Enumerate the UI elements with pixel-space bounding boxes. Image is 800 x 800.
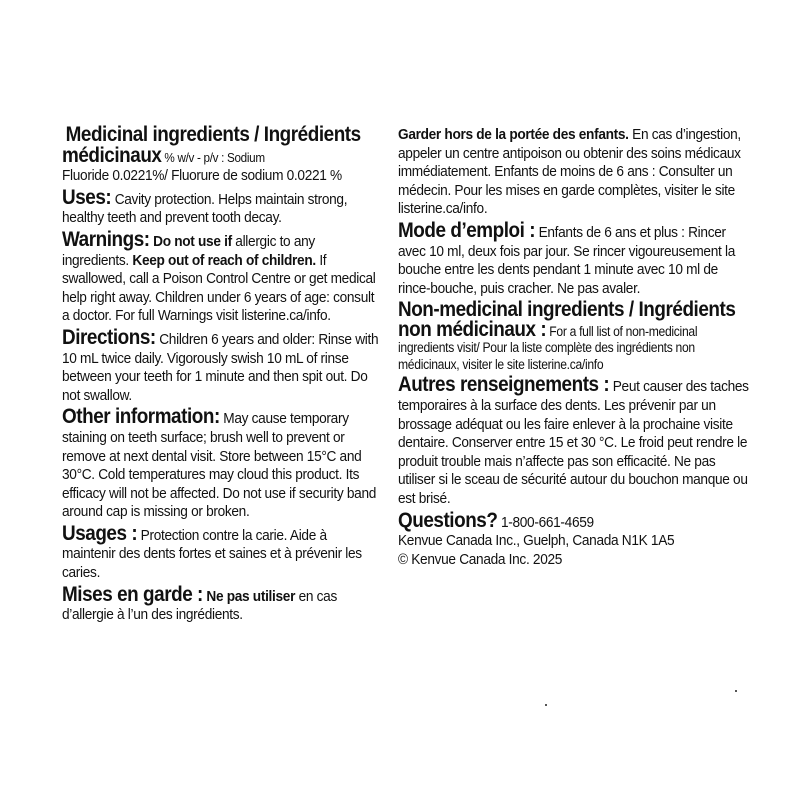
medicinal-ingredients-section [62,123,382,186]
copyright: © Kenvue Canada Inc. 2025 [398,550,563,568]
medicinal-ingredients-heading: Medicinal ingredients / Ingrédients [65,123,361,146]
questions-section [398,508,749,570]
medicinal-ingredients-heading-cont: médicinaux [62,143,162,167]
mises-en-garde-ne-pas-utiliser: Ne pas utiliser [202,587,296,605]
medicinal-ingredients-unit: % w/v - p/v : Sodium [161,149,265,165]
warnings-text-1: allergic to any ingredients. [62,232,315,269]
print-mark-dot [545,704,547,706]
usages-text: Protection contre la carie. Aide à maintenir des dents fortes et saines et à prévenir les caries. [62,526,362,582]
print-mark-dot [735,690,737,692]
garder-hors-portee: Garder hors de la portée des enfants. [398,126,629,143]
autres-renseignements-heading: Autres renseignements : [398,373,610,397]
mode-emploi-section [398,218,749,298]
uses-section [62,185,382,228]
warnings-do-not-use: Do not use if [149,232,232,250]
right-column [398,126,749,572]
usages-heading: Usages : [62,521,138,545]
uses-heading: Uses: [62,185,112,209]
uses-text: Cavity protection. Helps maintain strong, healthy teeth and prevent tooth decay. [62,190,348,227]
autres-renseignements-text: Peut causer des taches temporaires à la surface des dents. Les prévenir par un brossage adéquat ou les faire enlever à la prochaine visite dentaire. Conserver entre 15 et 30 °C. Le froid peut rendre le produit trouble mais n’affecte pas son efficacité. Ne pas utiliser si le sceau de sécurité autour du bouchon manque ou est brisé. [398,378,749,507]
mises-en-garde-text: en cas d’allergie à l’un des ingrédients. [62,587,337,624]
medicinal-ingredients-text: Fluoride 0.0221%/ Fluorure de sodium 0.0221 % [62,167,342,185]
warnings-heading: Warnings: [62,227,150,251]
questions-heading: Questions? [398,508,498,532]
mises-en-garde-heading: Mises en garde : [62,582,203,606]
other-information-section [62,405,382,522]
directions-text: Children 6 years and older: Rinse with 10 mL twice daily. Vigorously swish 10 mL of rinse between your teeth for 1 minute and then spit out. Do not swallow. [62,330,379,404]
directions-section [62,325,382,405]
non-medicinal-text: For a full list of non-medicinal ingredients visit/ Pour la liste complète des ingrédients non médicinaux, visiter le site listerine.ca/info [398,323,698,372]
company-address: Kenvue Canada Inc., Guelph, Canada N1K 1A5 [398,532,675,550]
left-column [62,123,382,628]
warnings-text-2: If swallowed, call a Poison Control Centre or get medical help right away. Children under 6 years of age: consult a doctor. For full Warnings visit listerine.ca/info. [62,251,376,325]
directions-heading: Directions: [62,325,156,349]
questions-phone: 1-800-661-4659 [497,513,594,531]
mode-emploi-text: Enfants de 6 ans et plus : Rincer avec 10 ml, deux fois par jour. Se rincer vigoureusement la bouche entre les dents pendant 1 minute avec 10 ml de rince-bouche, puis cracher. Ne pas avaler. [398,223,735,297]
garder-section [398,126,749,219]
non-medicinal-heading-cont: non médicinaux : [398,317,547,341]
other-information-heading: Other information: [62,405,220,429]
non-medicinal-section [398,298,749,373]
garder-text: En cas d’ingestion, appeler un centre antipoison ou obtenir des soins médicaux immédiatement. Enfants de moins de 6 ans : Consulter un médecin. Pour les mises en garde complètes, visiter le site listerine.ca/info. [398,126,741,218]
autres-renseignements-section [398,373,749,508]
non-medicinal-heading: Non-medicinal ingredients / Ingrédients [398,298,736,322]
warnings-section [62,227,382,326]
mode-emploi-heading: Mode d’emploi : [398,218,536,242]
warnings-keep-out-of-reach: Keep out of reach of children. [132,251,316,269]
mises-en-garde-section [62,582,382,625]
usages-section [62,521,382,583]
other-information-text: May cause temporary staining on teeth surface; brush well to prevent or remove at next dental visit. Store between 15°C and 30°C. Cold temperatures may cloud this product. Its efficacy will not be affected. Do not use if security band around cap is missing or broken. [62,410,377,521]
